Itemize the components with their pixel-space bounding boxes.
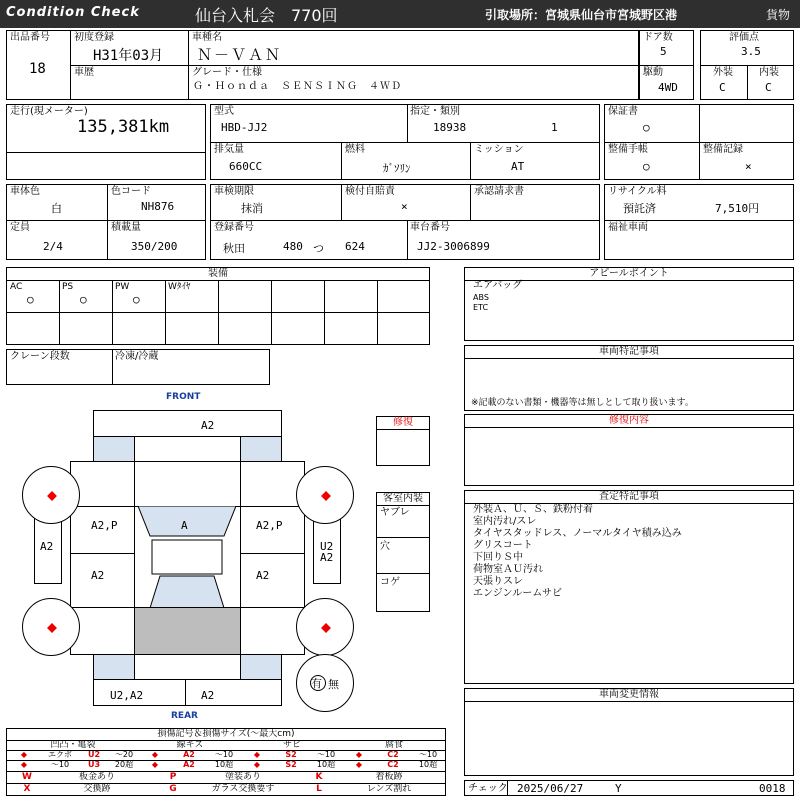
mark-front-bumper: A2 xyxy=(201,419,215,432)
legend-row2-cell: U3 xyxy=(87,760,101,769)
change-title: 車両変更情報 xyxy=(465,689,793,702)
score-value: 3.5 xyxy=(741,45,761,58)
legend-code-desc: 板金あり xyxy=(78,772,115,782)
designation-label: 指定・類別 xyxy=(410,106,460,117)
color-code-label: 色コード xyxy=(111,186,151,197)
interior-grade: C xyxy=(765,81,772,94)
front-right-wheel xyxy=(296,466,354,524)
rear-bumper-right xyxy=(185,679,282,706)
rear-right-fender xyxy=(240,654,282,680)
appeal-line-1: エアバッグ xyxy=(473,280,523,291)
crane-box xyxy=(6,349,270,385)
equipment-box xyxy=(6,267,430,345)
pickup-location: 引取場所：宮城県仙台市宮城野区港 xyxy=(485,8,678,22)
warranty-value: ○ xyxy=(643,121,650,134)
model-label: 車種名 xyxy=(192,32,222,43)
legend-code-desc: 塗装あり xyxy=(224,772,261,782)
repair-box xyxy=(376,416,430,466)
legend-row1-cell: S2 xyxy=(285,750,297,759)
legend-code-desc: 交換跡 xyxy=(83,784,111,794)
mission-label: ミッション xyxy=(474,144,524,155)
chassis-number: JJ2-3006899 xyxy=(417,240,490,253)
appeal-line-3: ETC xyxy=(473,303,489,312)
load-label: 積載量 xyxy=(111,222,141,233)
equip-ac-value: ○ xyxy=(27,293,34,306)
check-mark: Y xyxy=(615,782,622,795)
auction-name: 仙台入札会 770回 xyxy=(195,6,338,25)
insurance-label: 検付自賠責 xyxy=(345,186,395,197)
legend-code-key: K xyxy=(315,772,323,782)
legend-title: 損傷記号＆損傷サイズ(～最大cm) xyxy=(157,729,295,739)
inspect-value: 抹消 xyxy=(241,202,263,215)
mark-left-door2: A2 xyxy=(91,569,105,582)
interior-tear: ヤブレ xyxy=(380,507,410,518)
interior-title: 客室内装 xyxy=(377,493,429,506)
legend-code-desc: 着板跡 xyxy=(375,772,403,782)
claim-label: 承認請求書 xyxy=(474,186,524,197)
legend-row2-cell: A2 xyxy=(183,760,195,769)
legend-row2-cell: 20超 xyxy=(114,760,134,769)
lot-label: 出品番号 xyxy=(10,32,50,43)
mark-left-side: A2 xyxy=(40,540,54,553)
repair-content-box xyxy=(464,414,794,486)
equip-pw-label: PW xyxy=(115,282,130,292)
inspection-line-5: 下回りＳ中 xyxy=(473,552,523,563)
rear-gate xyxy=(134,654,241,680)
equip-pw-value: ○ xyxy=(133,293,140,306)
legend-row2-cell: ◆ xyxy=(355,760,363,769)
type-value: HBD-JJ2 xyxy=(221,121,268,134)
legend-row2-cell: ～10 xyxy=(50,760,70,769)
displacement-value: 660CC xyxy=(229,160,263,173)
legend-row1-cell: ◆ xyxy=(355,750,363,759)
inspection-title: 査定特記事項 xyxy=(465,491,793,504)
exterior-grade: C xyxy=(719,81,726,94)
legend-group-corrosion: 腐食 xyxy=(384,740,403,750)
inspection-line-4: グリスコート xyxy=(473,540,533,551)
change-info-box xyxy=(464,688,794,776)
designation-value: 18938 xyxy=(433,121,467,134)
legend-row2-cell: C2 xyxy=(387,760,399,769)
legend-row1-cell: ◆ xyxy=(151,750,159,759)
appeal-box xyxy=(464,267,794,341)
cowl xyxy=(134,461,241,507)
mileage-label: 走行(現メーター) xyxy=(10,106,88,117)
special-box xyxy=(464,345,794,411)
legend-row2-cell: 10超 xyxy=(316,760,336,769)
drive-value: 4WD xyxy=(658,81,678,94)
inspection-line-1: 外装Ａ、Ｕ、Ｓ、鉄粉付着 xyxy=(473,504,593,515)
inspection-line-7: 天張りスレ xyxy=(473,576,523,587)
brand-title: Condition Check xyxy=(6,5,140,20)
capacity-label: 定員 xyxy=(10,222,30,233)
equip-ps-label: PS xyxy=(62,282,74,292)
mission-value: AT xyxy=(511,160,525,173)
legend-row2-cell: S2 xyxy=(285,760,297,769)
legend-group-rust: サビ xyxy=(282,740,301,750)
legend-row2-cell: 10超 xyxy=(418,760,438,769)
right-quarter xyxy=(240,607,305,655)
regno-class: 480 xyxy=(283,240,303,253)
mark-rear-left: U2,A2 xyxy=(110,689,144,702)
legend-code-key: W xyxy=(22,772,32,782)
check-label: チェック xyxy=(468,783,508,794)
recycle-label: リサイクル料 xyxy=(608,186,667,197)
regno-label: 登録番号 xyxy=(214,222,254,233)
crane-label: クレーン段数 xyxy=(10,351,70,362)
left-front-pillar xyxy=(70,461,135,507)
drive-label: 駆動 xyxy=(643,67,663,78)
interior-box xyxy=(376,492,430,612)
mileage-blank-box xyxy=(6,152,206,180)
front-left-fender xyxy=(93,436,135,462)
legend-row1-cell: ～20 xyxy=(114,750,134,759)
mark-right-door2: A2 xyxy=(256,569,270,582)
body-color-label: 車体色 xyxy=(10,186,40,197)
legend-group-dent: 凹凸・亀裂 xyxy=(50,740,96,750)
legend-row1-cell: ～10 xyxy=(214,750,234,759)
legend-row1-cell: ～10 xyxy=(418,750,438,759)
legend-box xyxy=(6,728,446,796)
mark-right-side-a2: A2 xyxy=(320,551,334,564)
insurance-value: × xyxy=(401,200,408,213)
inspection-notes-box xyxy=(464,490,794,684)
special-title: 車両特記事項 xyxy=(465,346,793,359)
legend-row1-cell: ～10 xyxy=(316,750,336,759)
legend-row1-cell: ◆ xyxy=(20,750,28,759)
legend-row1-cell: ◆ xyxy=(253,750,261,759)
inspect-box xyxy=(210,184,600,260)
legend-row2-cell: ◆ xyxy=(20,760,28,769)
body-color: 白 xyxy=(51,202,62,215)
front-left-wheel xyxy=(22,466,80,524)
spec-main-box xyxy=(210,104,600,180)
chassis-label: 車台番号 xyxy=(410,222,450,233)
right-rear-door xyxy=(240,553,305,608)
exterior-label: 外装 xyxy=(713,67,733,78)
spare-no: 無 xyxy=(328,678,339,691)
appeal-title: アピールポイント xyxy=(465,268,793,281)
check-footer xyxy=(464,780,794,796)
legend-code-key: X xyxy=(23,784,31,794)
displacement-label: 排気量 xyxy=(214,144,244,155)
mark-right-side-u2: U2 xyxy=(320,540,334,553)
type-label: 型式 xyxy=(214,106,234,117)
recycle-amount: 7,510円 xyxy=(715,202,760,215)
maint-record-label: 整備記録 xyxy=(703,144,743,155)
mark-right-door1: A2,P xyxy=(256,519,283,532)
history-label: 車歴 xyxy=(74,67,94,78)
header-bar xyxy=(0,0,800,28)
first-reg-label: 初度登録 xyxy=(74,32,114,43)
warranty-box xyxy=(604,104,794,180)
legend-row2-cell: 10超 xyxy=(214,760,234,769)
rear-cargo xyxy=(134,607,241,655)
check-number: 0018 xyxy=(759,782,786,795)
legend-code-key: P xyxy=(169,772,177,782)
right-front-pillar xyxy=(240,461,305,507)
maint-record-value: × xyxy=(745,160,752,173)
first-reg: H31年03月 xyxy=(93,48,164,64)
doors-box xyxy=(639,30,694,100)
rear-left-fender xyxy=(93,654,135,680)
legend-code-desc: レンズ割れ xyxy=(366,784,412,794)
equip-ac-label: AC xyxy=(10,282,23,292)
inspection-line-2: 室内汚れ/スレ xyxy=(473,516,537,527)
check-date: 2025/06/27 xyxy=(517,782,584,795)
front-label: FRONT xyxy=(166,392,201,402)
interior-hole: 穴 xyxy=(380,541,390,552)
fuel-label: 燃料 xyxy=(345,144,365,155)
repair-content-title: 修復内容 xyxy=(465,415,793,428)
regno-kana: つ xyxy=(313,242,324,255)
mileage-value: 135,381km xyxy=(77,117,170,137)
doors-label: ドア数 xyxy=(643,32,673,43)
inspection-line-8: エンジンルームサビ xyxy=(473,588,563,599)
mark-rear-right: A2 xyxy=(201,689,215,702)
color-box xyxy=(6,184,206,260)
rear-right-wheel xyxy=(296,598,354,656)
mark-roof: A xyxy=(181,519,188,532)
grade-value: Ｇ・Ｈｏｎｄａ ＳＥＮＳＩＮＧ ４ＷＤ xyxy=(193,81,402,92)
model-name: Ｎ－ＶＡＮ xyxy=(197,46,283,64)
front-right-fender xyxy=(240,436,282,462)
legend-code-desc: ガラス交換要す xyxy=(211,784,275,794)
equip-ps-value: ○ xyxy=(80,293,87,306)
lot-number: 18 xyxy=(29,61,46,77)
inspection-line-6: 荷物室ＡＵ汚れ xyxy=(473,564,543,575)
fuel-value: ｶﾞｿﾘﾝ xyxy=(383,162,411,175)
legend-row1-cell: エクボ xyxy=(48,750,72,759)
score-label: 評価点 xyxy=(729,32,759,43)
legend-row2-cell: ◆ xyxy=(253,760,261,769)
spare-yes: 有 xyxy=(311,677,322,690)
recycle-box xyxy=(604,184,794,260)
rear-left-wheel xyxy=(22,598,80,656)
maintenance-value: ○ xyxy=(643,160,650,173)
score-box xyxy=(700,30,794,100)
appeal-line-2: ABS xyxy=(473,293,489,302)
equip-wtire-label: Wﾀｲﾔ xyxy=(168,282,191,292)
vehicle-category: 貨物 xyxy=(766,8,791,22)
regno-area: 秋田 xyxy=(223,242,245,255)
maintenance-label: 整備手帳 xyxy=(608,144,648,155)
capacity-value: 2/4 xyxy=(43,240,63,253)
rear-label: REAR xyxy=(171,711,198,721)
special-note: ※記載のない書類・機器等は無しとして取り扱います。 xyxy=(471,398,694,408)
freezer-label: 冷凍/冷蔵 xyxy=(115,351,159,362)
regno-number: 624 xyxy=(345,240,365,253)
equipment-title: 装備 xyxy=(7,268,429,281)
legend-row2-cell: ◆ xyxy=(151,760,159,769)
spare-tire xyxy=(296,654,354,712)
warranty-label: 保証書 xyxy=(608,106,638,117)
classification-value: 1 xyxy=(551,121,558,134)
load-value: 350/200 xyxy=(131,240,178,253)
interior-label: 内装 xyxy=(759,67,779,78)
hood xyxy=(134,436,241,462)
welfare-label: 福祉車両 xyxy=(608,222,648,233)
grade-label: グレード・仕様 xyxy=(192,67,262,78)
inspection-line-3: タイヤスタッドレス、ノーマルタイヤ積み込み xyxy=(473,528,682,539)
legend-code-key: L xyxy=(316,784,322,794)
mark-left-door1: A2,P xyxy=(91,519,118,532)
legend-group-scratch: 線キズ xyxy=(176,740,204,750)
left-quarter xyxy=(70,607,135,655)
interior-burn: コゲ xyxy=(380,577,400,588)
legend-row1-cell: C2 xyxy=(387,750,399,759)
top-info-box xyxy=(6,30,639,100)
legend-code-key: G xyxy=(169,784,177,794)
repair-box-label: 修復 xyxy=(377,417,429,430)
front-bumper xyxy=(93,410,282,437)
recycle-status: 預託済 xyxy=(623,202,656,215)
mileage-box xyxy=(6,104,206,154)
color-code: NH876 xyxy=(141,200,175,213)
doors-value: 5 xyxy=(660,45,667,58)
legend-row1-cell: U2 xyxy=(87,750,101,759)
legend-row1-cell: A2 xyxy=(183,750,195,759)
inspect-label: 車検期限 xyxy=(214,186,254,197)
